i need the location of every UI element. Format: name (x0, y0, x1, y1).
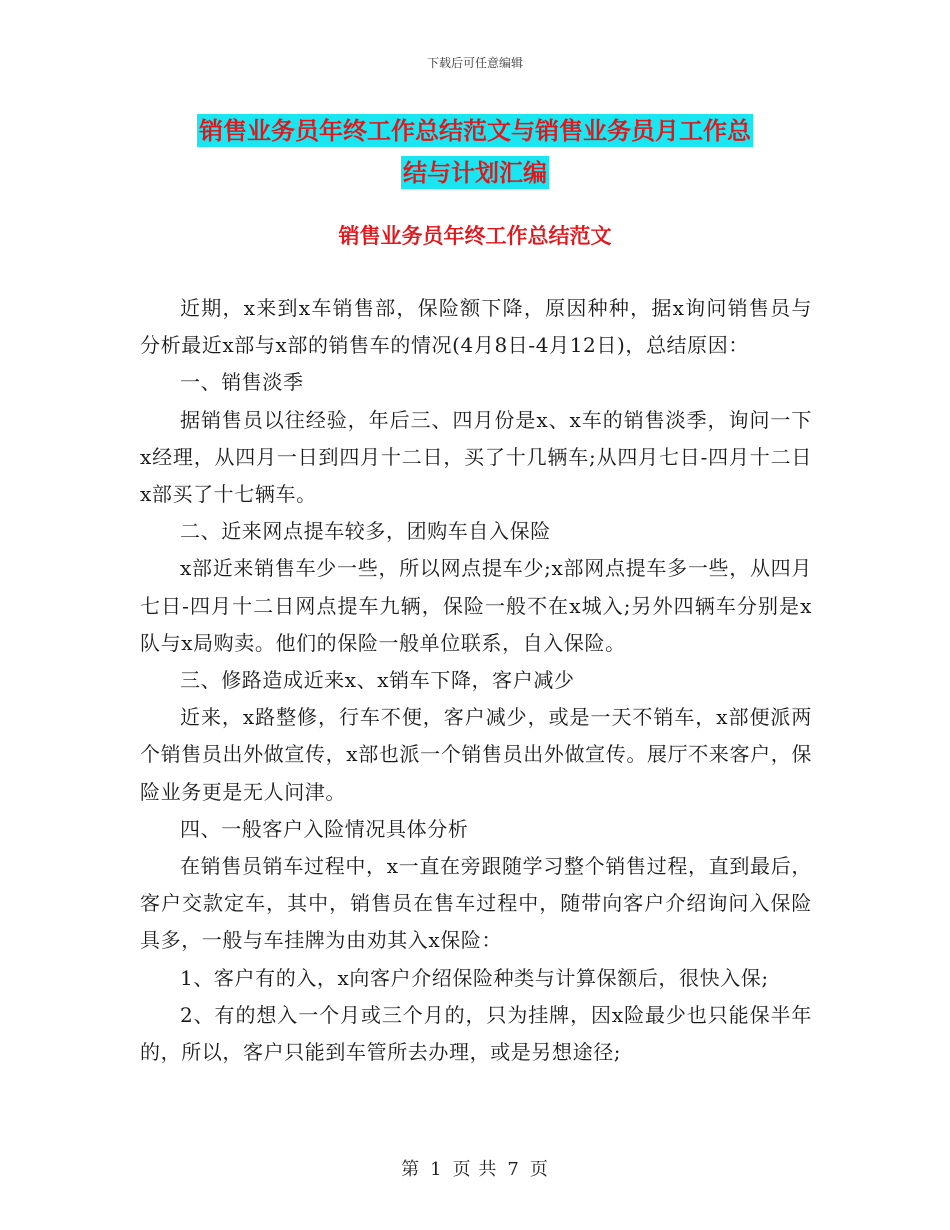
page-label-mid: 页 共 (452, 1159, 498, 1180)
paragraph: 二、近来网点提车较多，团购车自入保险 (180, 519, 551, 544)
page-label-suffix: 页 (529, 1159, 549, 1180)
paragraph: 四、一般客户入险情况具体分析 (180, 816, 469, 841)
title-line-2: 结与计划汇编 (403, 158, 547, 187)
paragraph: 2、有的想入一个月或三个月的，只为挂牌，因x险最少也只能保半年的，所以，客户只能到车管所去办理，或是另想途径; (140, 1002, 812, 1065)
title-line-1: 销售业务员年终工作总结范文与销售业务员月工作总 (199, 116, 751, 145)
paragraph: 据销售员以往经验，年后三、四月份是x、x车的销售淡季，询问一下x经理，从四月一日到四月十二日，买了十几辆车;从四月七日-四月十二日x部买了十七辆车。 (140, 407, 812, 507)
total-pages: 7 (507, 1159, 520, 1180)
paragraph: 近期，x来到x车销售部，保险额下降，原因种种，据x询问销售员与分析最近x部与x部的销售车的情况(4月8日-4月12日)，总结原因： (140, 296, 812, 358)
paragraph: 一、销售淡季 (180, 370, 304, 395)
paragraph: x部近来销售车少一些，所以网点提车少;x部网点提车多一些，从四月七日-四月十二日网点提车九辆，保险一般不在x城入;另外四辆车分别是x队与x局购卖。他们的保险一般单位联系，自入保险。 (140, 556, 812, 655)
header-note: 下载后可任意编辑 (426, 56, 523, 70)
paragraph: 近来，x路整修，行车不便，客户减少，或是一天不销车，x部便派两个销售员出外做宣传，x部也派一个销售员出外做宣传。展厅不来客户，保险业务更是无人问津。 (140, 705, 812, 804)
page-number: 1 (430, 1159, 443, 1180)
paragraph: 在销售员销车过程中，x一直在旁跟随学习整个销售过程，直到最后，客户交款定车，其中，销售员在售车过程中，随带向客户介绍询问入保险具多，一般与车挂牌为由劝其入x保险： (140, 854, 812, 953)
document-body (140, 290, 812, 1071)
document-title (0, 110, 950, 194)
paragraph: 三、修路造成近来x、x销车下降，客户减少 (180, 668, 575, 693)
page-label-prefix: 第 (401, 1159, 421, 1180)
paragraph: 1、客户有的入，x向客户介绍保险种类与计算保额后，很快入保; (180, 965, 769, 990)
section-title: 销售业务员年终工作总结范文 (338, 223, 612, 248)
page-footer (0, 1155, 950, 1181)
